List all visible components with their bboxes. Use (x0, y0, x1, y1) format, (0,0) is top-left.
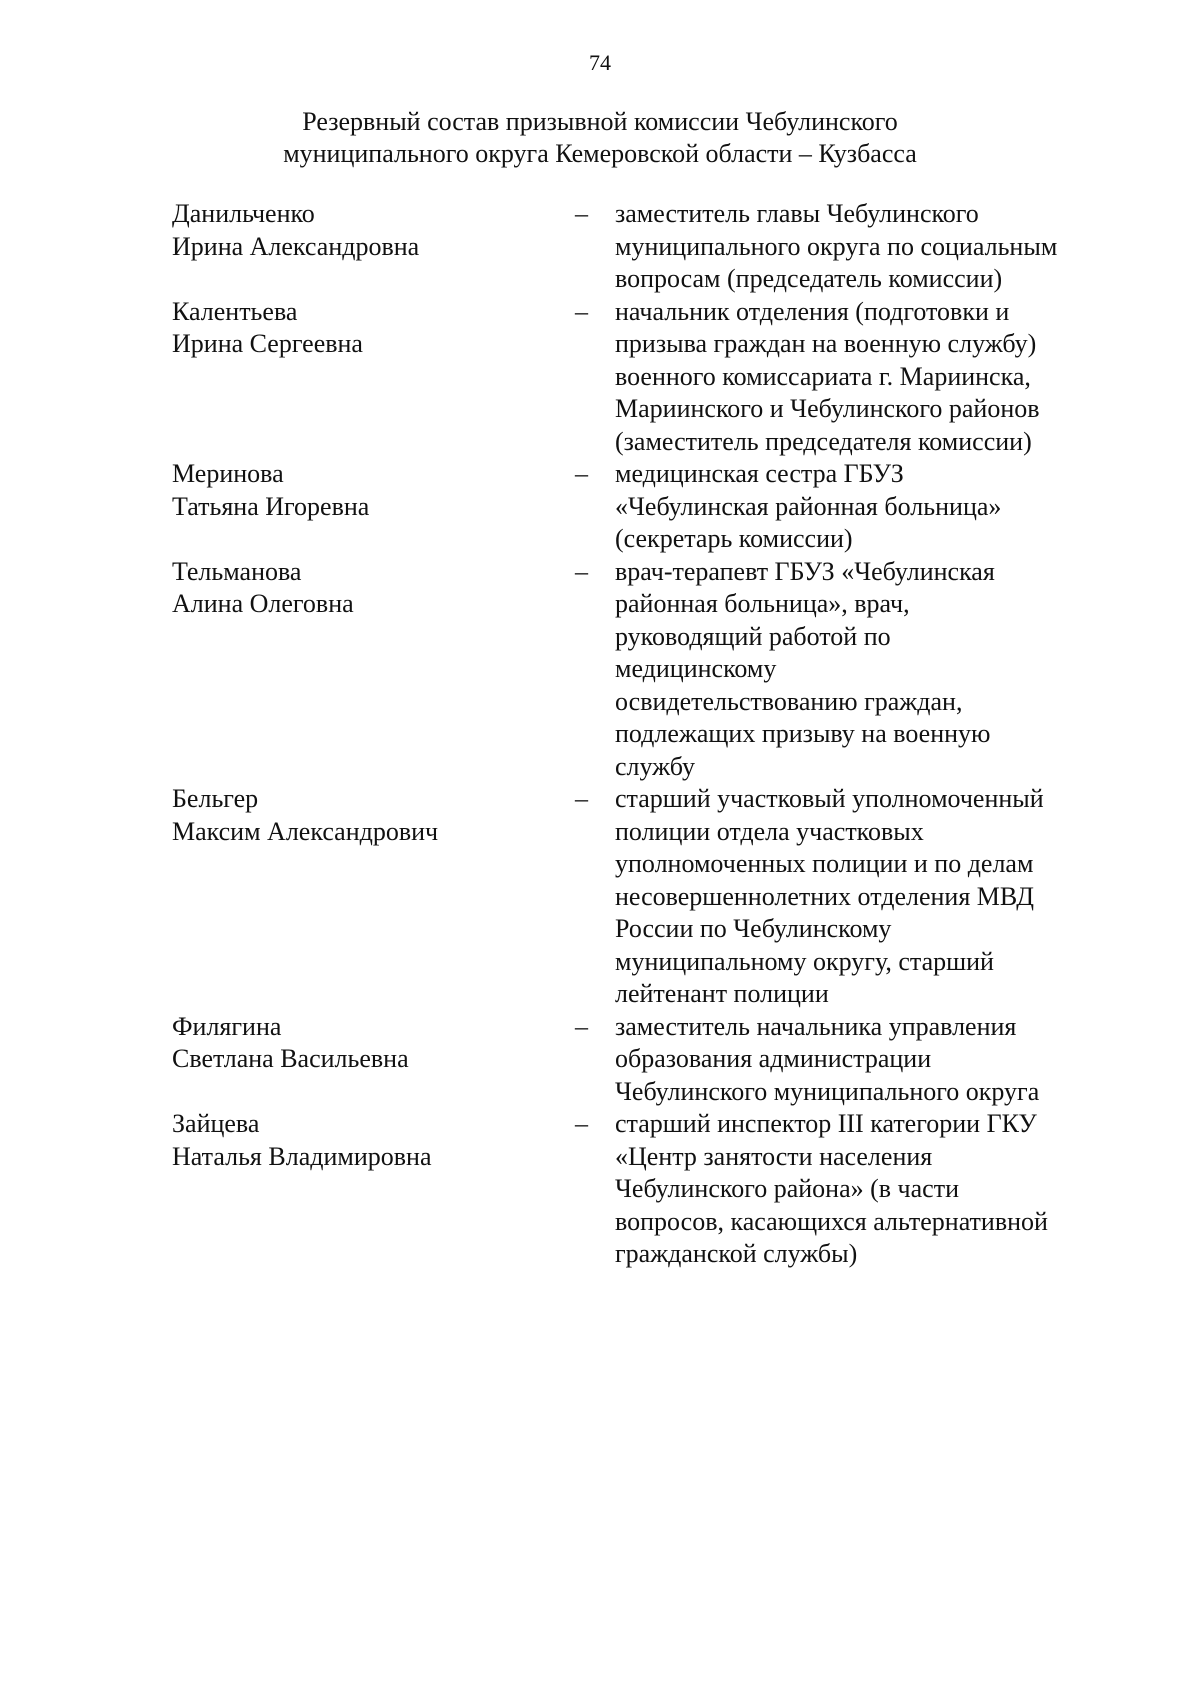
member-given-names: Наталья Владимировна (172, 1141, 432, 1171)
members-list (0, 198, 1200, 1271)
role-line: Чебулинского района» (в части (615, 1174, 959, 1203)
role-line: «Чебулинская районная больница» (615, 491, 1002, 521)
title-line-1: Резервный состав призывной комиссии Чебулинского (302, 107, 898, 136)
role-line: гражданской службы) (615, 1239, 858, 1268)
role-line: образования администрации (615, 1044, 932, 1073)
role-line: Мариинского и Чебулинского районов (615, 394, 1040, 423)
member-surname: Зайцева (172, 1109, 260, 1138)
dash-separator: – (575, 1109, 588, 1138)
dash-separator: – (575, 1011, 588, 1041)
member-given-names: Алина Олеговна (172, 589, 354, 618)
document-title (0, 106, 1200, 170)
role-line: военного комиссариата г. Мариинска, (615, 361, 1031, 391)
member-role (615, 556, 1135, 784)
page-number: 74 (589, 50, 611, 75)
member-name (172, 783, 552, 848)
member-given-names: Ирина Александровна (172, 231, 420, 261)
role-line: подлежащих призыву на военную (615, 719, 991, 748)
role-line: заместитель начальника управления (615, 1011, 1017, 1041)
dash-separator: – (575, 459, 588, 488)
member-role (615, 1108, 1135, 1271)
role-line: несовершеннолетних отделения МВД (615, 881, 1035, 911)
role-line: (секретарь комиссии) (615, 524, 853, 553)
member-surname: Филягина (172, 1011, 282, 1041)
member-name (172, 458, 552, 523)
role-line: медицинскому (615, 654, 777, 683)
role-line: руководящий работой по (615, 621, 891, 651)
member-surname: Бельгер (172, 784, 259, 813)
role-line: врач-терапевт ГБУЗ «Чебулинская (615, 556, 995, 586)
role-line: «Центр занятости населения (615, 1141, 933, 1171)
member-entry (0, 198, 1200, 296)
member-entry (0, 458, 1200, 556)
dash-separator: – (575, 556, 588, 586)
member-entry (0, 783, 1200, 1011)
member-entry (0, 1011, 1200, 1109)
member-given-names: Максим Александрович (172, 816, 439, 846)
dash-separator: – (575, 199, 588, 228)
member-name (172, 1108, 552, 1173)
dash-separator: – (575, 784, 588, 813)
member-entry (0, 556, 1200, 784)
role-line: начальник отделения (подготовки и (615, 296, 1010, 326)
role-line: вопросам (председатель комиссии) (615, 264, 1003, 293)
role-line: (заместитель председателя комиссии) (615, 426, 1032, 456)
member-surname: Данильченко (172, 199, 315, 228)
member-role (615, 296, 1135, 459)
title-line-2: муниципального округа Кемеровской области – Кузбасса (283, 139, 917, 168)
role-line: полиции отдела участковых (615, 816, 924, 846)
member-name (172, 198, 552, 263)
role-line: муниципальному округу, старший (615, 946, 994, 976)
role-line: уполномоченных полиции и по делам (615, 849, 1034, 878)
member-role (615, 458, 1135, 556)
member-surname: Тельманова (172, 556, 302, 586)
role-line: Чебулинского муниципального округа (615, 1076, 1040, 1106)
role-line: заместитель главы Чебулинского (615, 199, 979, 228)
role-line: призыва граждан на военную службу) (615, 329, 1037, 358)
member-name (172, 556, 552, 621)
member-surname: Меринова (172, 459, 284, 488)
role-line: лейтенант полиции (615, 979, 829, 1008)
role-line: медицинская сестра ГБУЗ (615, 459, 904, 488)
member-role (615, 1011, 1135, 1109)
member-entry (0, 1108, 1200, 1271)
member-name (172, 1011, 552, 1076)
member-entry (0, 296, 1200, 459)
member-given-names: Светлана Васильевна (172, 1044, 409, 1073)
role-line: муниципального округа по социальным (615, 231, 1058, 261)
role-line: службу (615, 751, 696, 781)
member-given-names: Татьяна Игоревна (172, 491, 370, 521)
dash-separator: – (575, 296, 588, 326)
role-line: вопросов, касающихся альтернативной (615, 1206, 1048, 1236)
member-surname: Калентьева (172, 296, 298, 326)
member-role (615, 198, 1135, 296)
member-role (615, 783, 1135, 1011)
member-given-names: Ирина Сергеевна (172, 329, 363, 358)
role-line: старший участковый уполномоченный (615, 784, 1044, 813)
role-line: районная больница», врач, (615, 589, 910, 618)
member-name (172, 296, 552, 361)
role-line: старший инспектор III категории ГКУ (615, 1109, 1037, 1138)
role-line: России по Чебулинскому (615, 914, 892, 943)
role-line: освидетельствованию граждан, (615, 686, 963, 716)
